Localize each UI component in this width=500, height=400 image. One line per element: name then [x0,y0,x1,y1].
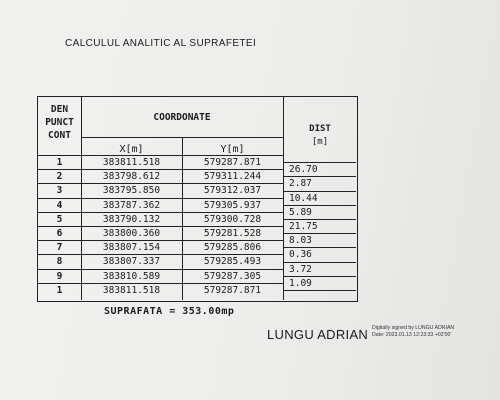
table-rule [283,290,356,291]
table-rule [38,254,283,255]
table-rule [283,162,356,163]
y-coordinate: 579300.728 [203,213,262,225]
distance-value: 5.89 [289,206,312,218]
point-number: 1 [56,284,63,296]
table-rule [283,97,284,300]
y-coordinate: 579311.244 [203,171,262,183]
signature-line2: Date: 2023.01.13 12:23:33 +02'00' [372,332,452,338]
table-rule [283,276,356,277]
table-rule [283,247,356,248]
x-coordinate: 383811.518 [102,157,161,168]
distance-value: 26.70 [289,164,318,176]
y-coordinate: 579285.493 [203,256,262,268]
table-rule [38,269,283,270]
table-rule [38,226,283,227]
table-rule [38,169,283,170]
y-coordinate: 579305.937 [203,199,262,211]
table-rule [283,233,356,234]
table-rule [38,283,283,284]
y-coordinate: 579287.871 [203,157,262,168]
point-number: 2 [56,171,63,183]
x-coordinate: 383811.518 [102,284,161,296]
surface-total: SUPRAFATA = 353.00mp [104,306,235,317]
point-number: 4 [56,199,63,211]
point-number: 8 [56,256,63,268]
x-coordinate: 383800.360 [102,228,161,239]
y-coordinate: 579287.305 [203,270,262,282]
distance-value: 21.75 [289,220,318,232]
coordinates-table [37,96,358,302]
header-coordinates: COORDONATE [153,112,211,123]
distance-value: 8.03 [289,235,312,247]
y-coordinate: 579285.806 [203,242,262,254]
header-point-line2: PUNCT [45,117,74,128]
table-rule [38,198,283,199]
point-number: 1 [56,157,63,168]
digital-signature-info [372,325,454,339]
y-coordinate: 579312.037 [203,185,262,197]
x-coordinate: 383807.337 [102,256,161,268]
x-coordinate: 383810.589 [102,270,161,282]
point-number: 5 [56,213,63,225]
distance-value: 2.87 [289,178,312,190]
header-point-line3: CONT [48,130,71,141]
distance-value: 10.44 [289,192,318,204]
distance-value: 0.36 [289,249,312,261]
header-x: X[m] [119,144,144,155]
header-point-line1: DEN [50,104,69,115]
header-dist-line1: DIST [309,124,331,134]
table-rule [38,212,283,213]
table-rule [283,191,356,192]
signer-name: LUNGU ADRIAN [267,327,369,342]
table-rule [81,137,283,138]
distance-value: 1.09 [289,277,312,289]
distance-value: 3.72 [289,263,312,275]
point-number: 7 [56,242,63,254]
header-dist [283,123,357,149]
point-number: 6 [56,228,63,239]
table-rule [38,240,283,241]
table-rule [38,183,283,184]
header-y: Y[m] [220,144,245,155]
document-title: CALCULUL ANALITIC AL SUPRAFETEI [65,38,257,49]
point-number: 3 [56,185,63,197]
header-point [38,103,81,142]
table-rule [283,205,356,206]
header-dist-line2: [m] [311,137,329,147]
table-rule [283,176,356,177]
point-number: 9 [56,270,63,282]
x-coordinate: 383787.362 [102,199,161,211]
table-rule [283,262,356,263]
y-coordinate: 579281.528 [203,228,262,239]
x-coordinate: 383798.612 [102,171,161,183]
y-coordinate: 579287.871 [203,284,262,296]
table-rule [283,219,356,220]
x-coordinate: 383795.850 [102,185,161,197]
x-coordinate: 383790.132 [102,213,161,225]
signature-line1: Digitally signed by LUNGU ADRIAN [372,325,455,331]
x-coordinate: 383807.154 [102,242,161,254]
